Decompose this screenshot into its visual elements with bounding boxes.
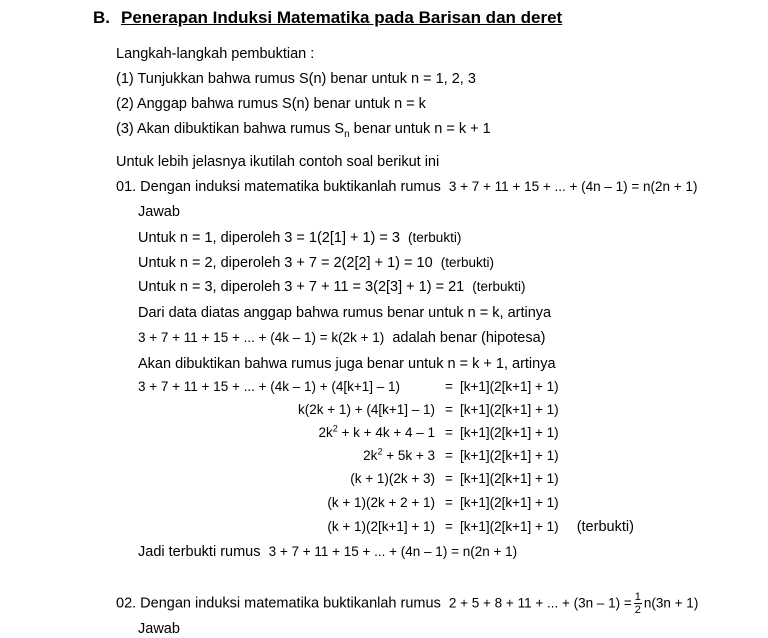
section-number: B.: [93, 8, 110, 27]
derivation-eq: =: [445, 448, 453, 463]
case-n3: Untuk n = 3, diperoleh 3 + 7 + 11 = 3(2[3] + 1) = 21 (terbukti): [138, 279, 526, 295]
examples-intro: Untuk lebih jelasnya ikutilah contoh soal berikut ini: [116, 154, 440, 170]
derivation-eq: =: [445, 425, 453, 440]
derivation-rhs: [k+1](2[k+1] + 1): [460, 379, 559, 394]
derivation-lhs: 3 + 7 + 11 + 15 + ... + (4k – 1) + (4[k+1] – 1): [138, 379, 401, 394]
fraction-one-half: $\frac{1}{2}$: [634, 591, 641, 616]
step-1: (1) Tunjukkan bahwa rumus S(n) benar untuk n = 1, 2, 3: [116, 71, 476, 87]
prove-text: Akan dibuktikan bahwa rumus juga benar untuk n = k + 1, artinya: [138, 356, 556, 372]
derivation-eq: =: [445, 471, 453, 486]
case-n1: Untuk n = 1, diperoleh 3 = 1(2[1] + 1) = 3 (terbukti): [138, 230, 462, 246]
example-2-answer-label: Jawab: [138, 621, 180, 637]
derivation-rhs: [k+1](2[k+1] + 1): [460, 495, 559, 510]
derivation-lhs: k(2k + 1) + (4[k+1] – 1): [298, 402, 435, 417]
derivation-lhs: (k + 1)(2k + 3): [350, 471, 435, 486]
derivation-rhs: [k+1](2[k+1] + 1): [460, 402, 559, 417]
derivation-rhs: [k+1](2[k+1] + 1): [460, 425, 559, 440]
derivation-eq: =: [445, 495, 453, 510]
assumption-text: Dari data diatas anggap bahwa rumus benar untuk n = k, artinya: [138, 305, 552, 321]
hypothesis: 3 + 7 + 11 + 15 + ... + (4k – 1) = k(2k + 1) adalah benar (hipotesa): [138, 330, 546, 346]
example-2-question: 02. Dengan induksi matematika buktikanlah rumus 2 + 5 + 8 + 11 + ... + (3n – 1) = $\frac{1}{2}$ n(3n + 1): [116, 591, 699, 616]
case-n2: Untuk n = 2, diperoleh 3 + 7 = 2(2[2] + 1) = 10 (terbukti): [138, 255, 494, 271]
derivation-lhs: (k + 1)(2[k+1] + 1): [327, 519, 435, 534]
example-1-answer-label: Jawab: [138, 204, 180, 220]
section-heading: [93, 8, 562, 28]
derivation-eq: =: [445, 519, 453, 534]
derivation-lhs: $2k^2 + 5k + 3$: [363, 446, 435, 463]
section-title: Penerapan Induksi Matematika pada Barisan dan deret: [121, 8, 563, 27]
derivation-eq: =: [445, 379, 453, 394]
derivation-lhs: $2k^2 + k + 4k + 4 - 1$: [318, 423, 435, 440]
conclusion: Jadi terbukti rumus 3 + 7 + 11 + 15 + ... + (4n – 1) = n(2n + 1): [138, 544, 518, 560]
derivation-lhs: (k + 1)(2k + 2 + 1): [327, 495, 435, 510]
derivation-rhs: [k+1](2[k+1] + 1) (terbukti): [460, 519, 634, 535]
steps-intro: Langkah-langkah pembuktian :: [116, 46, 315, 62]
step-3: (3) Akan dibuktikan bahwa rumus $S_n$ benar untuk n = k + 1: [116, 121, 491, 140]
derivation-rhs: [k+1](2[k+1] + 1): [460, 471, 559, 486]
derivation-eq: =: [445, 402, 453, 417]
derivation-rhs: [k+1](2[k+1] + 1): [460, 448, 559, 463]
step-2: (2) Anggap bahwa rumus S(n) benar untuk n = k: [116, 96, 426, 112]
example-1-formula: 3 + 7 + 11 + 15 + ... + (4n – 1) = n(2n + 1): [448, 179, 698, 194]
example-1-question: 01. Dengan induksi matematika buktikanlah rumus 3 + 7 + 11 + 15 + ... + (4n – 1) = n(2n + 1): [116, 179, 698, 195]
